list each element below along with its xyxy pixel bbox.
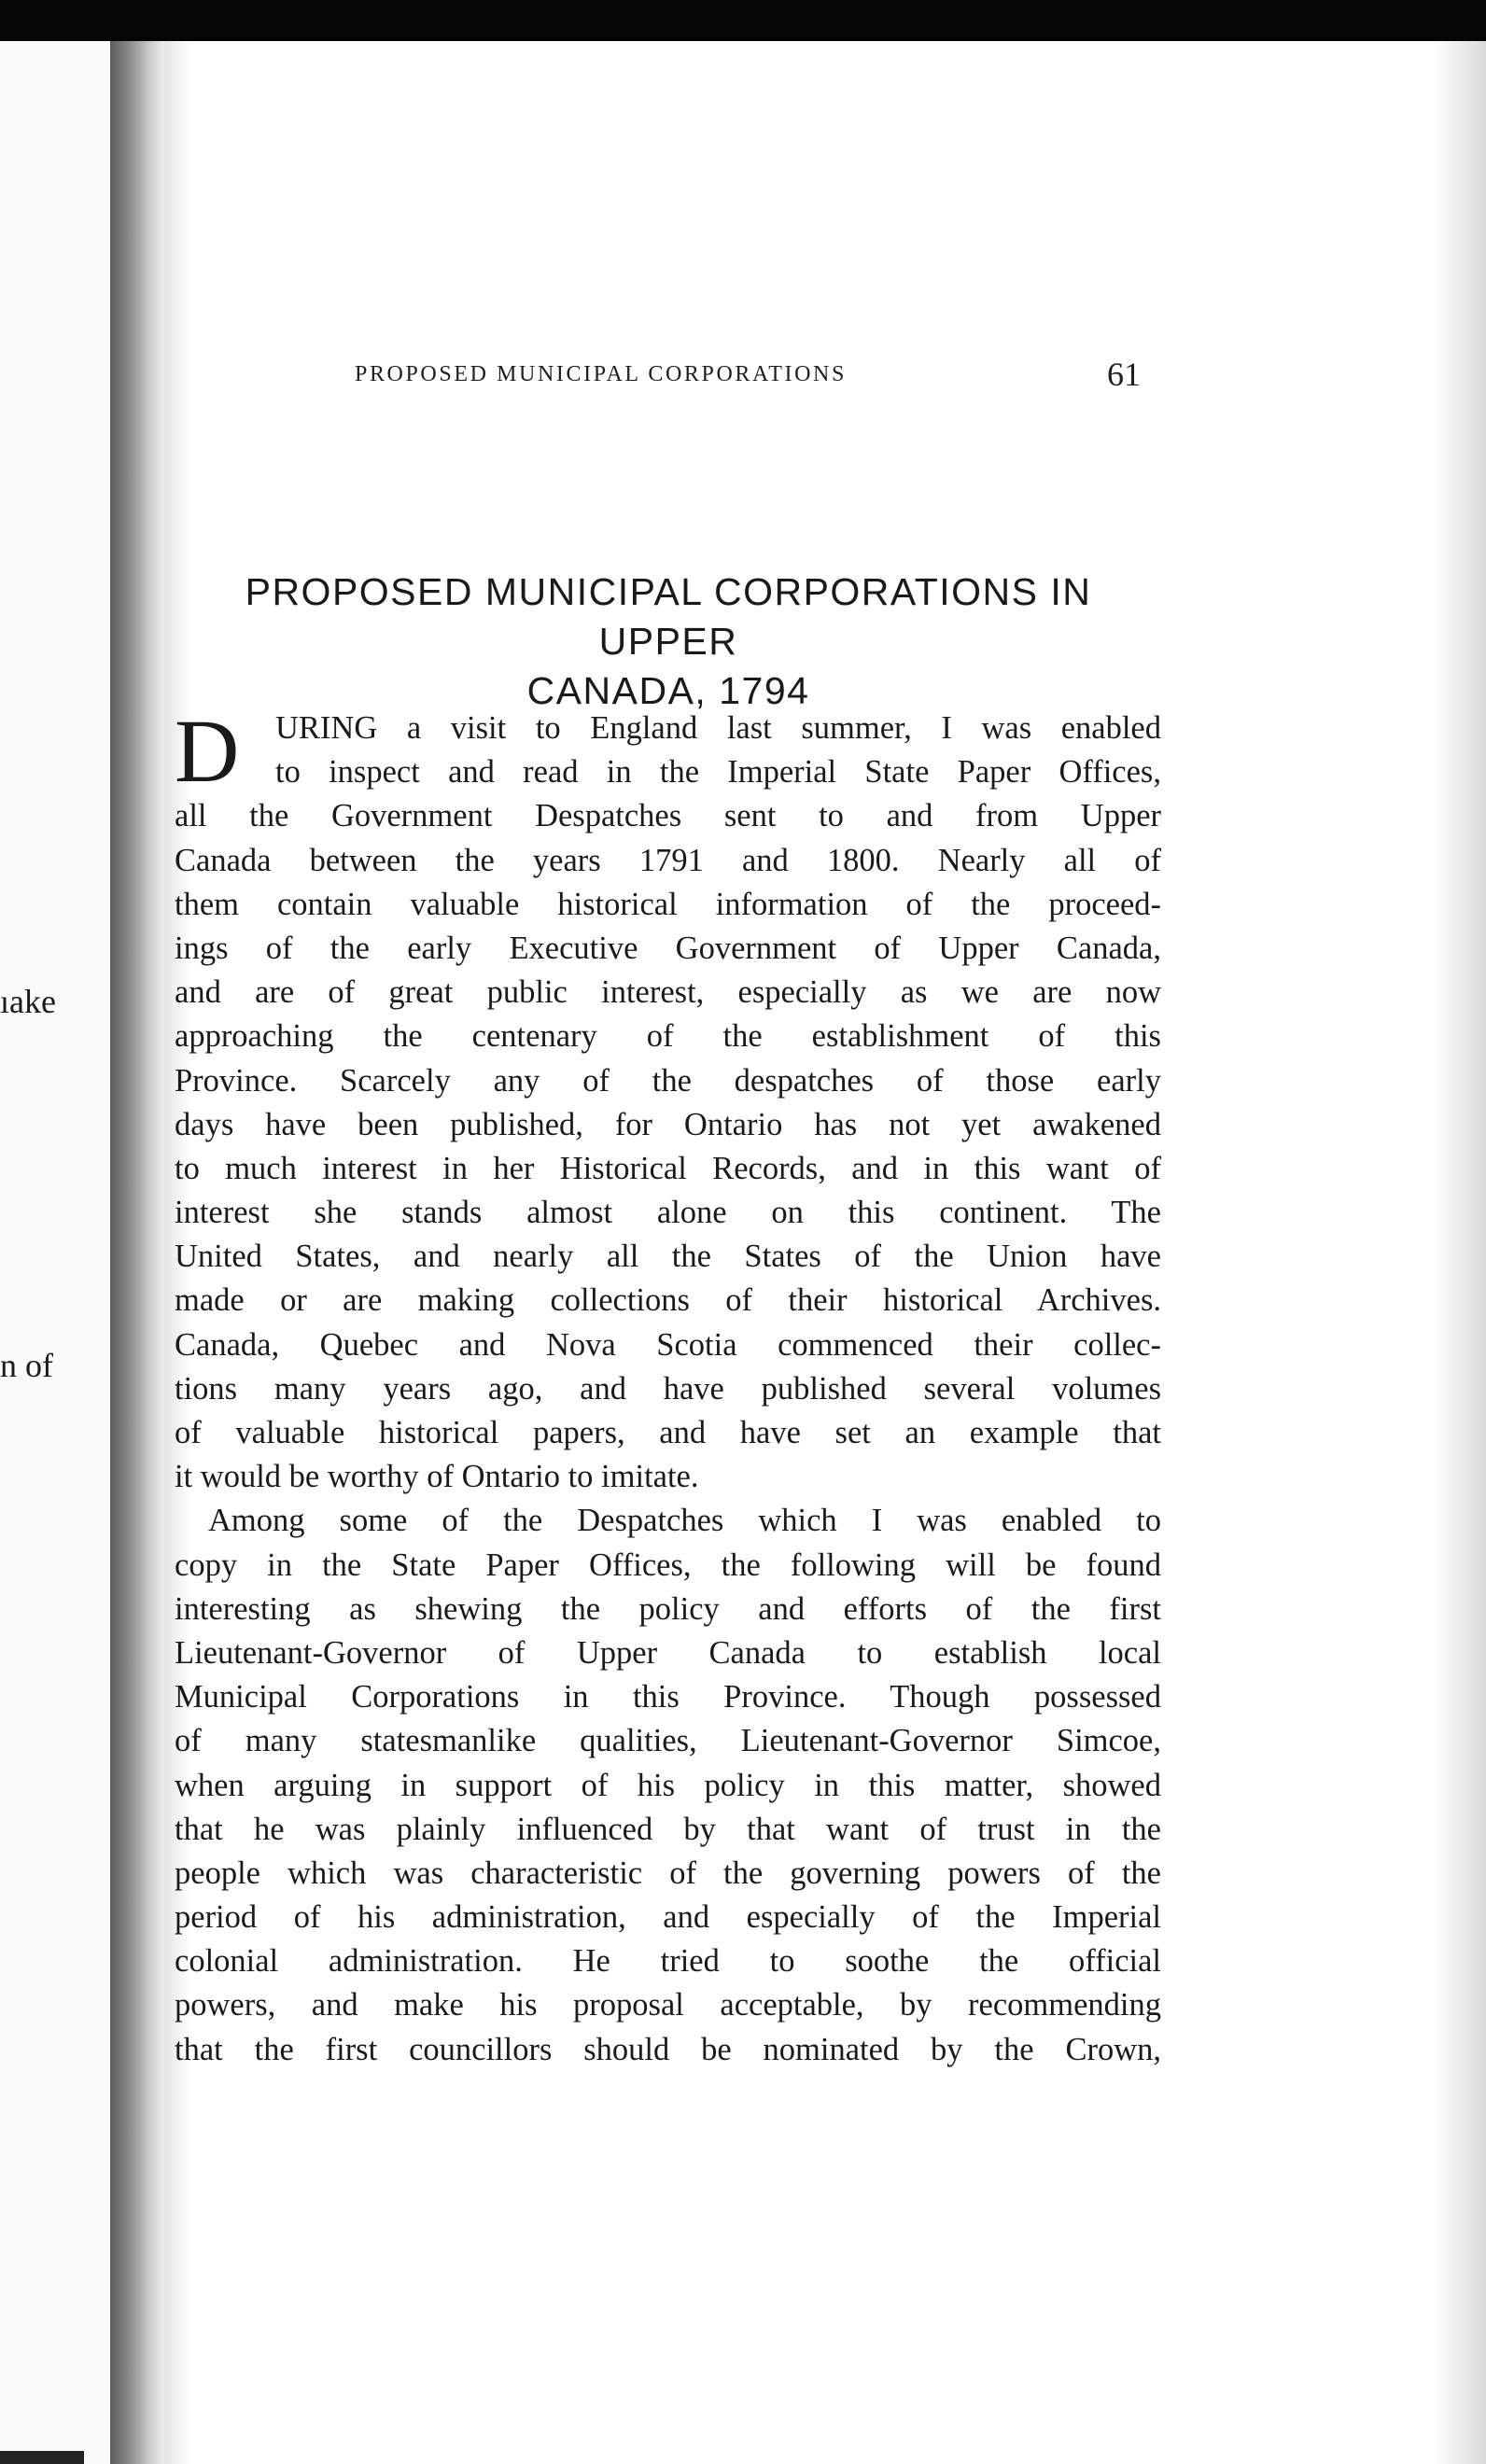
- text-line: Canada between the years 1791 and 1800. Nearly all of: [175, 842, 1161, 878]
- text-line: Among some of the Despatches which I was enabled to: [208, 1503, 1161, 1539]
- text-line: when arguing in support of his policy in this matter, showed: [175, 1767, 1161, 1803]
- text-line: and are of great public interest, especially as we are now: [175, 974, 1161, 1011]
- text-line: United States, and nearly all the States of the Union have: [175, 1239, 1161, 1275]
- article-title: [174, 567, 1163, 716]
- book-gutter: [110, 41, 166, 2464]
- text-line: all the Government Despatches sent to and from Upper: [175, 798, 1161, 834]
- text-line: that the first councillors should be nominated by the Crown,: [175, 2031, 1161, 2067]
- scan-top-border: [0, 0, 1486, 41]
- text-line: to inspect and read in the Imperial State Paper Offices,: [275, 754, 1161, 791]
- drop-cap: D: [175, 701, 240, 801]
- text-line: ings of the early Executive Government of Upper Canada,: [175, 930, 1161, 966]
- text-line: days have been published, for Ontario has not yet awakened: [175, 1106, 1161, 1142]
- text-line: interesting as shewing the policy and efforts of the first: [175, 1590, 1161, 1627]
- text-line: interest she stands almost alone on this continent. The: [175, 1195, 1161, 1231]
- text-line: to much interest in her Historical Records, and in this want of: [175, 1150, 1161, 1186]
- text-line: made or are making collections of their historical Archives.: [175, 1282, 1161, 1319]
- text-line: copy in the State Paper Offices, the following will be found: [175, 1547, 1161, 1583]
- running-head: PROPOSED MUNICIPAL CORPORATIONS: [355, 362, 847, 386]
- text-line: Lieutenant-Governor of Upper Canada to establish local: [175, 1634, 1161, 1671]
- title-line: CANADA, 1794: [526, 669, 810, 712]
- facing-page-edge: [0, 41, 112, 2464]
- facing-page-fragment: ıake: [0, 983, 56, 1020]
- text-line: Municipal Corporations in this Province. Though possessed: [175, 1679, 1161, 1715]
- text-line: them contain valuable historical information of the proceed-: [175, 886, 1161, 922]
- paragraph: [175, 1499, 1161, 2071]
- page-number: 61: [1107, 356, 1141, 393]
- text-line: that he was plainly influenced by that want of trust in the: [175, 1811, 1161, 1847]
- article-body: [175, 701, 1161, 2072]
- text-line: Province. Scarcely any of the despatches of those early: [175, 1062, 1161, 1099]
- text-line: of many statesmanlike qualities, Lieutenant-Governor Simcoe,: [175, 1723, 1161, 1759]
- text-line: tions many years ago, and have published several volumes: [175, 1370, 1161, 1407]
- facing-page-fragment: n of: [0, 1347, 53, 1384]
- text-line: people which was characteristic of the governing powers of the: [175, 1855, 1161, 1891]
- scan-bottom-border: [0, 2451, 84, 2464]
- page-edge-right: [1434, 41, 1486, 2464]
- text-line: Canada, Quebec and Nova Scotia commenced their collec-: [175, 1326, 1161, 1363]
- paragraph: [175, 701, 1161, 1499]
- text-line: of valuable historical papers, and have set an example that: [175, 1415, 1161, 1450]
- text-line: colonial administration. He tried to soothe the official: [175, 1943, 1161, 1980]
- title-line: PROPOSED MUNICIPAL CORPORATIONS IN UPPER: [245, 570, 1092, 663]
- text-line: powers, and make his proposal acceptable, by recommending: [175, 1987, 1161, 2023]
- text-line: period of his administration, and especially of the Imperial: [175, 1899, 1161, 1936]
- text-line: it would be worthy of Ontario to imitate.: [175, 1459, 699, 1495]
- text-line: approaching the centenary of the establishment of this: [175, 1018, 1161, 1055]
- text-line: URING a visit to England last summer, I was enabled: [275, 710, 1161, 746]
